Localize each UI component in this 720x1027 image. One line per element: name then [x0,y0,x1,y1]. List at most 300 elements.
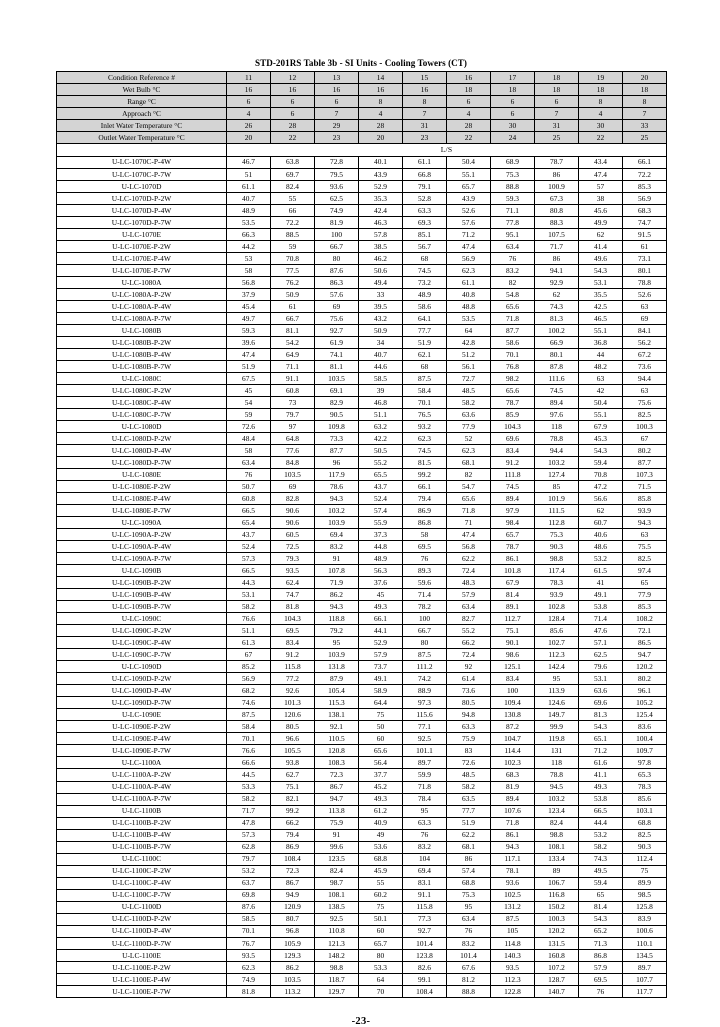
table-row [57,433,667,445]
flow-rate-cell: 66.5 [227,565,271,577]
flow-rate-cell: 66 [271,204,315,216]
flow-rate-cell: 62.7 [271,769,315,781]
flow-rate-cell: 117.1 [491,853,535,865]
table-row [57,360,667,372]
flow-rate-cell: 44.5 [227,769,271,781]
flow-rate-cell: 89.4 [491,493,535,505]
flow-rate-cell: 76.2 [271,276,315,288]
flow-rate-cell: 49 [359,829,403,841]
flow-rate-cell: 59.6 [403,577,447,589]
flow-rate-cell: 67.2 [623,348,667,360]
table-row [57,505,667,517]
flow-rate-cell: 61.9 [315,336,359,348]
flow-rate-cell: 60.7 [579,517,623,529]
flow-rate-cell: 108.1 [315,889,359,901]
flow-rate-cell: 69.6 [579,697,623,709]
flow-rate-cell: 55.2 [447,625,491,637]
page-number: -23- [351,1015,371,1027]
flow-rate-cell: 83.4 [491,445,535,457]
flow-rate-cell: 50.7 [227,481,271,493]
model-name-cell: U-LC-1080B [57,324,227,336]
flow-rate-cell: 57.9 [579,961,623,973]
header-cell: 15 [403,72,447,84]
model-name-cell: U-LC-1090A [57,517,227,529]
header-cell: 16 [315,84,359,96]
header-cell: 16 [403,84,447,96]
flow-rate-cell: 82.4 [315,865,359,877]
flow-rate-cell: 60 [359,925,403,937]
flow-rate-cell: 55.9 [359,517,403,529]
flow-rate-cell: 61.4 [447,673,491,685]
header-row-range-c [57,96,667,108]
flow-rate-cell: 82.9 [315,397,359,409]
header-cell: 6 [491,96,535,108]
table-row [57,829,667,841]
model-name-cell: U-LC-1080D-P-2W [57,433,227,445]
flow-rate-cell: 131.8 [315,661,359,673]
header-row-outlet-water-temperature-c [57,132,667,144]
flow-rate-cell: 46.2 [359,252,403,264]
flow-rate-cell: 98.4 [491,517,535,529]
flow-rate-cell: 52.9 [359,180,403,192]
model-name-cell: U-LC-1100E [57,949,227,961]
flow-rate-cell: 94.8 [447,709,491,721]
flow-rate-cell: 71.2 [579,745,623,757]
flow-rate-cell: 63 [623,384,667,396]
flow-rate-cell: 100.4 [623,733,667,745]
flow-rate-cell: 66.2 [447,637,491,649]
flow-rate-cell: 79.5 [315,168,359,180]
flow-rate-cell: 71.1 [491,204,535,216]
flow-rate-cell: 43.9 [447,192,491,204]
table-row [57,457,667,469]
flow-rate-cell: 37.9 [227,288,271,300]
flow-rate-cell: 115.3 [315,697,359,709]
flow-rate-cell: 77.3 [403,913,447,925]
model-name-cell: U-LC-1100A-P-2W [57,769,227,781]
flow-rate-cell: 86 [447,853,491,865]
header-cell: 22 [271,132,315,144]
flow-rate-cell: 86.2 [271,961,315,973]
flow-rate-cell: 148.2 [315,949,359,961]
flow-rate-cell: 86.8 [403,517,447,529]
flow-rate-cell: 38 [579,192,623,204]
flow-rate-cell: 67.5 [227,372,271,384]
flow-rate-cell: 92.5 [315,913,359,925]
flow-rate-cell: 41.1 [579,769,623,781]
header-cell: 11 [227,72,271,84]
flow-rate-cell: 76 [403,553,447,565]
flow-rate-cell: 74.3 [535,300,579,312]
flow-rate-cell: 109.4 [491,697,535,709]
flow-rate-cell: 49.4 [359,276,403,288]
model-name-cell: U-LC-1080B-P-2W [57,336,227,348]
flow-rate-cell: 58.5 [227,913,271,925]
flow-rate-cell: 47.4 [447,529,491,541]
flow-rate-cell: 53.1 [579,673,623,685]
flow-rate-cell: 149.7 [535,709,579,721]
flow-rate-cell: 105 [491,925,535,937]
table-row [57,541,667,553]
flow-rate-cell: 86 [535,252,579,264]
model-name-cell: U-LC-1080A [57,276,227,288]
model-name-cell: U-LC-1090B-P-2W [57,577,227,589]
table-row [57,625,667,637]
flow-rate-cell: 79.4 [271,829,315,841]
flow-rate-cell: 88.9 [403,685,447,697]
flow-rate-cell: 103.2 [535,457,579,469]
flow-rate-cell: 83.2 [491,264,535,276]
flow-rate-cell: 82.4 [271,180,315,192]
flow-rate-cell: 58.6 [491,336,535,348]
table-row [57,877,667,889]
flow-rate-cell: 58.5 [359,372,403,384]
flow-rate-cell: 60.8 [271,384,315,396]
flow-rate-cell: 63 [579,372,623,384]
flow-rate-cell: 72.6 [227,421,271,433]
header-cell: 30 [491,120,535,132]
header-cell: 16 [227,84,271,96]
flow-rate-cell: 54.3 [579,721,623,733]
table-row [57,817,667,829]
flow-rate-cell: 48.9 [403,288,447,300]
flow-rate-cell: 46.3 [359,216,403,228]
flow-rate-cell: 81.1 [315,360,359,372]
flow-rate-cell: 97 [271,421,315,433]
flow-rate-cell: 103.5 [271,469,315,481]
flow-rate-cell: 74.5 [403,264,447,276]
table-row [57,228,667,240]
flow-rate-cell: 71.8 [491,312,535,324]
flow-rate-cell: 70.1 [403,397,447,409]
model-name-cell: U-LC-1080C-P-4W [57,397,227,409]
flow-rate-cell: 77.7 [403,324,447,336]
flow-rate-cell: 47.4 [447,240,491,252]
flow-rate-cell: 66.1 [403,481,447,493]
header-cell: 7 [315,108,359,120]
flow-rate-cell: 55.1 [447,168,491,180]
header-cell: 6 [227,96,271,108]
flow-rate-cell: 37.7 [359,769,403,781]
flow-rate-cell: 103.9 [315,649,359,661]
model-name-cell: U-LC-1090D-P-2W [57,673,227,685]
flow-rate-cell: 76 [491,252,535,264]
header-cell: 29 [315,120,359,132]
flow-rate-cell: 79.3 [271,553,315,565]
flow-rate-cell: 115.8 [271,661,315,673]
flow-rate-cell: 65 [623,577,667,589]
flow-rate-cell: 75.1 [271,781,315,793]
flow-rate-cell: 110.8 [315,925,359,937]
flow-rate-cell: 71.4 [403,589,447,601]
flow-rate-cell: 73 [271,397,315,409]
flow-rate-cell: 65.5 [359,469,403,481]
flow-rate-cell: 119.8 [535,733,579,745]
flow-rate-cell: 91.2 [271,649,315,661]
header-cell: 28 [359,120,403,132]
flow-rate-cell: 77.2 [271,673,315,685]
table-row [57,348,667,360]
header-cell: 6 [535,96,579,108]
model-name-cell: U-LC-1090D-P-4W [57,685,227,697]
flow-rate-cell: 103.5 [315,372,359,384]
table-row [57,312,667,324]
flow-rate-cell: 66.5 [227,505,271,517]
flow-rate-cell: 68.1 [447,841,491,853]
flow-rate-cell: 112.3 [491,973,535,985]
flow-rate-cell: 101.4 [447,949,491,961]
flow-rate-cell: 66.9 [535,336,579,348]
flow-rate-cell: 77.6 [271,445,315,457]
flow-rate-cell: 112.3 [535,649,579,661]
flow-rate-cell: 55.1 [579,409,623,421]
flow-rate-cell: 78.8 [623,276,667,288]
flow-rate-cell: 94.3 [315,493,359,505]
flow-rate-cell: 100 [403,613,447,625]
flow-rate-cell: 71.7 [227,805,271,817]
table-row [57,276,667,288]
flow-rate-cell: 45.3 [579,433,623,445]
flow-rate-cell: 51.9 [447,817,491,829]
flow-rate-cell: 94.4 [623,372,667,384]
model-name-cell: U-LC-1090D [57,661,227,673]
flow-rate-cell: 99.1 [403,973,447,985]
flow-rate-cell: 138.5 [315,901,359,913]
model-name-cell: U-LC-1070C-P-7W [57,168,227,180]
flow-rate-cell: 89.4 [535,397,579,409]
flow-rate-cell: 40.7 [359,348,403,360]
flow-rate-cell: 87.7 [491,324,535,336]
flow-rate-cell: 54.7 [447,481,491,493]
flow-rate-cell: 40.8 [447,288,491,300]
table-row [57,937,667,949]
model-name-cell: U-LC-1080C [57,372,227,384]
flow-rate-cell: 64 [359,973,403,985]
flow-rate-cell: 74.5 [403,445,447,457]
flow-rate-cell: 49.3 [359,793,403,805]
table-row [57,192,667,204]
flow-rate-cell: 56.4 [359,757,403,769]
flow-rate-cell: 53.5 [227,216,271,228]
flow-rate-cell: 87.7 [315,445,359,457]
model-name-cell: U-LC-1080C-P-2W [57,384,227,396]
model-name-cell: U-LC-1100E-P-2W [57,961,227,973]
flow-rate-cell: 142.4 [535,661,579,673]
flow-rate-cell: 44 [579,348,623,360]
flow-rate-cell: 73.1 [623,252,667,264]
table-row [57,913,667,925]
table-row [57,781,667,793]
flow-rate-cell: 45.6 [579,204,623,216]
flow-rate-cell: 92.1 [315,721,359,733]
flow-rate-cell: 101.3 [271,697,315,709]
flow-rate-cell: 52.6 [623,288,667,300]
model-name-cell: U-LC-1080A-P-2W [57,288,227,300]
header-cell: 28 [447,120,491,132]
flow-rate-cell: 56.3 [359,565,403,577]
table-row [57,589,667,601]
flow-rate-cell: 108.2 [623,613,667,625]
flow-rate-cell: 80.5 [447,697,491,709]
flow-rate-cell: 66.5 [579,805,623,817]
model-name-cell: U-LC-1080E-P-7W [57,505,227,517]
model-name-cell: U-LC-1070D [57,180,227,192]
flow-rate-cell: 138.1 [315,709,359,721]
flow-rate-cell: 66.8 [403,168,447,180]
flow-rate-cell: 57.4 [447,865,491,877]
flow-rate-cell: 48.6 [579,541,623,553]
header-cell: 6 [491,108,535,120]
unit-band-row [57,144,667,157]
flow-rate-cell: 64.1 [403,312,447,324]
flow-rate-cell: 88.3 [535,216,579,228]
flow-rate-cell: 73.3 [315,433,359,445]
flow-rate-cell: 103.9 [315,517,359,529]
flow-rate-cell: 67.3 [535,192,579,204]
table-row [57,601,667,613]
flow-rate-cell: 55 [359,877,403,889]
flow-rate-cell: 82 [447,469,491,481]
table-row [57,216,667,228]
flow-rate-cell: 72.7 [447,372,491,384]
flow-rate-cell: 102.3 [491,757,535,769]
flow-rate-cell: 60 [359,733,403,745]
table-row [57,264,667,276]
page-title: STD-201RS Table 3b - SI Units - Cooling Towers (CT) [254,58,467,68]
flow-rate-cell: 44.8 [359,541,403,553]
flow-rate-cell: 118.8 [315,613,359,625]
flow-rate-cell: 45.2 [359,781,403,793]
flow-rate-cell: 43.9 [359,168,403,180]
flow-rate-cell: 71.5 [623,481,667,493]
flow-rate-cell: 69 [623,312,667,324]
flow-rate-cell: 76.8 [491,360,535,372]
flow-rate-cell: 62.5 [579,649,623,661]
flow-rate-cell: 60.5 [271,529,315,541]
flow-rate-cell: 72.6 [447,757,491,769]
flow-rate-cell: 98.2 [491,372,535,384]
flow-rate-cell: 62 [579,228,623,240]
header-cell: 6 [447,96,491,108]
flow-rate-cell: 65.6 [491,300,535,312]
flow-rate-cell: 76 [447,925,491,937]
flow-rate-cell: 99.6 [315,841,359,853]
flow-rate-cell: 91.1 [403,889,447,901]
flow-rate-cell: 75.9 [447,733,491,745]
flow-rate-cell: 78.4 [403,793,447,805]
flow-rate-cell: 90.3 [535,541,579,553]
flow-rate-cell: 58.2 [447,397,491,409]
flow-rate-cell: 75.6 [623,397,667,409]
flow-rate-cell: 94.3 [315,601,359,613]
flow-rate-cell: 48.4 [227,433,271,445]
flow-rate-cell: 50.4 [579,397,623,409]
flow-rate-cell: 92.7 [403,925,447,937]
flow-rate-cell: 83.1 [403,877,447,889]
flow-rate-cell: 80.7 [271,913,315,925]
flow-rate-cell: 49.3 [359,601,403,613]
flow-rate-cell: 129.7 [315,985,359,997]
flow-rate-cell: 61 [623,240,667,252]
flow-rate-cell: 66.1 [623,156,667,168]
flow-rate-cell: 62.2 [447,553,491,565]
flow-rate-cell: 63.5 [447,793,491,805]
flow-rate-cell: 77.9 [623,589,667,601]
model-name-cell: U-LC-1090C-P-4W [57,637,227,649]
flow-rate-cell: 85.3 [623,180,667,192]
table-row [57,409,667,421]
flow-rate-cell: 82.5 [623,829,667,841]
flow-rate-cell: 54.3 [579,445,623,457]
flow-rate-cell: 60.8 [227,493,271,505]
model-name-cell: U-LC-1100E-P-4W [57,973,227,985]
flow-rate-cell: 68.2 [227,685,271,697]
flow-rate-cell: 52.4 [227,541,271,553]
flow-rate-cell: 94.7 [623,649,667,661]
flow-rate-cell: 45 [227,384,271,396]
flow-rate-cell: 74.2 [403,673,447,685]
model-name-cell: U-LC-1100B [57,805,227,817]
flow-rate-cell: 105.2 [623,697,667,709]
flow-rate-cell: 74.5 [535,384,579,396]
flow-rate-cell: 63.4 [491,240,535,252]
flow-rate-cell: 49.7 [227,312,271,324]
flow-rate-cell: 51.2 [447,348,491,360]
flow-rate-cell: 47.4 [579,168,623,180]
flow-rate-cell: 94.3 [623,517,667,529]
flow-rate-cell: 131 [535,745,579,757]
table-row [57,769,667,781]
table-row [57,336,667,348]
flow-rate-cell: 82 [491,276,535,288]
flow-rate-cell: 118 [535,757,579,769]
flow-rate-cell: 108.3 [315,757,359,769]
flow-rate-cell: 50.9 [271,288,315,300]
flow-rate-cell: 87.5 [403,372,447,384]
flow-rate-cell: 59.4 [579,877,623,889]
flow-rate-cell: 102.8 [535,601,579,613]
flow-rate-cell: 133.4 [535,853,579,865]
flow-rate-cell: 69 [271,481,315,493]
flow-rate-cell: 80.2 [623,673,667,685]
flow-rate-cell: 94.9 [271,889,315,901]
flow-rate-cell: 63.6 [579,685,623,697]
flow-rate-cell: 60.2 [359,889,403,901]
flow-rate-cell: 42.2 [359,433,403,445]
flow-rate-cell: 69.5 [271,625,315,637]
flow-rate-cell: 87.6 [315,264,359,276]
flow-rate-cell: 80.8 [535,204,579,216]
flow-rate-cell: 58.4 [227,721,271,733]
flow-rate-cell: 96.8 [271,925,315,937]
header-cell: 16 [447,72,491,84]
flow-rate-cell: 59.9 [403,769,447,781]
flow-rate-cell: 65.7 [359,937,403,949]
flow-rate-cell: 84.1 [623,324,667,336]
flow-rate-cell: 128.4 [535,613,579,625]
flow-rate-cell: 104.3 [271,613,315,625]
model-name-cell: U-LC-1070E [57,228,227,240]
flow-rate-cell: 71.1 [271,360,315,372]
header-cell: 23 [315,132,359,144]
flow-rate-cell: 74.5 [491,481,535,493]
header-row-inlet-water-temperature-c [57,120,667,132]
flow-rate-cell: 111.8 [491,469,535,481]
flow-rate-cell: 71.7 [535,240,579,252]
flow-rate-cell: 56.8 [447,541,491,553]
flow-rate-cell: 110.5 [315,733,359,745]
flow-rate-cell: 43.7 [227,529,271,541]
